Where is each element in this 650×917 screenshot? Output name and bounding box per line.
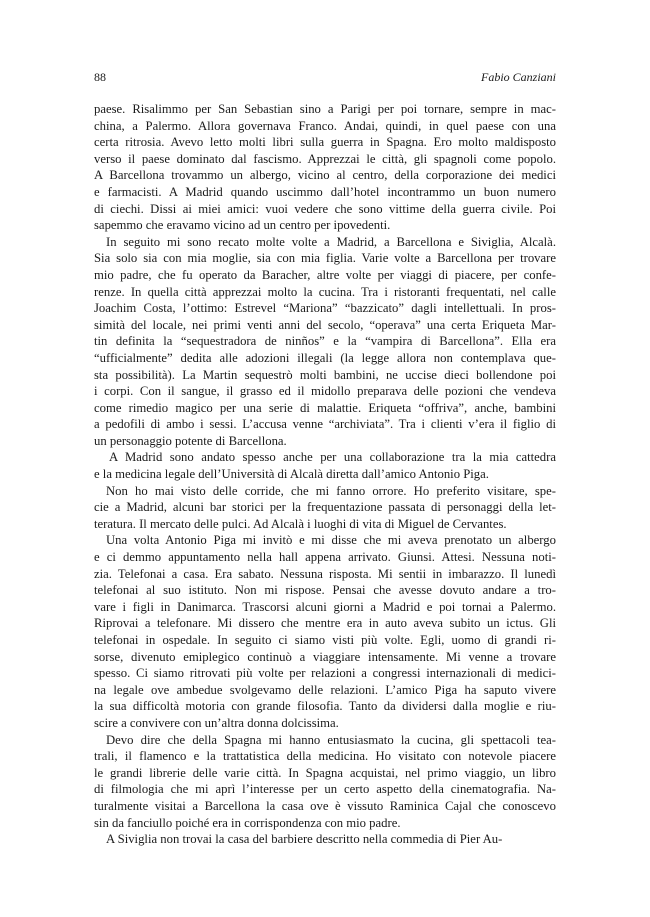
paragraph [94,732,556,832]
text-line: come rimedio magico per una serie di malattie. Eriqueta “offriva”, anche, bambini [94,400,556,415]
paragraph [94,101,556,234]
body-text [94,101,556,848]
text-line: certa ritrosia. Avevo letto molti libri sulla guerra in Spagna. Ero molto maldisposto [94,135,556,150]
text-line: telefonai al suo istituto. Non mi rispose. Pensai che avesse dovuto andare a tro- [94,583,556,598]
paragraph [94,483,556,533]
text-line: Sia solo sia con mia moglie, sia con mia figlia. Varie volte a Barcellona per trovare [94,251,556,266]
paragraph [94,449,556,482]
text-line: zia. Telefonai a casa. Era sabato. Nessuna risposta. Mi sentii in imbarazzo. Il lunedì [94,566,556,581]
text-line: turalmente visitai a Barcellona la casa ove è vissuto Raminica Cajal che conoscevo [94,798,556,813]
paragraph [94,831,556,848]
text-line: china, a Palermo. Allora governava Franco. Andai, quindi, in quel paese con una [94,118,556,133]
text-line: i corpi. Con il sangue, il grasso ed il midollo preparava delle pozioni che vendeva [94,384,556,399]
text-line: Devo dire che della Spagna mi hanno entusiasmato la cucina, gli spettacoli tea- [106,732,556,747]
text-line: Riprovai a telefonare. Mi dissero che mentre era in auto aveva subito un ictus. Gli [94,616,556,631]
text-line: simità del locale, nei primi venti anni del secolo, “operava” una certa Eriqueta Mar- [94,317,556,332]
text-line: In seguito mi sono recato molte volte a Madrid, a Barcellona e Siviglia, Alcalà. [106,234,556,249]
text-line: le grandi librerie delle varie città. In Spagna acquistai, nel primo viaggio, un libro [94,765,556,780]
text-line: Una volta Antonio Piga mi invitò e mi disse che mi aveva prenotato un albergo [106,533,556,548]
text-line: la sua difficoltà motoria con grande filosofia. Tanto da dividersi dalla moglie e riu- [94,699,556,714]
text-line: spesso. Ci siamo ritrovati più volte per relazioni a congressi internazionali di medici- [94,666,556,681]
text-line: mio padre, che fu operato da Baracher, altre volte per viaggi di piacere, per confe- [94,267,556,282]
text-line: A Siviglia non trovai la casa del barbiere descritto nella commedia di Pier Au- [106,832,503,847]
text-line: e farmacisti. A Madrid quando uscimmo dall’hotel incontrammo un buon numero [94,184,556,199]
text-line: A Madrid sono andato spesso anche per una collaborazione tra la mia cattedra [109,450,556,465]
text-line: paese. Risalimmo per San Sebastian sino a Parigi per poi tornare, sempre in mac- [94,102,556,116]
text-line: scire a convivere con un’altra donna dolcissima. [94,715,339,730]
text-line: e ci demmo appuntamento nella hall appena arrivato. Giunsi. Attesi. Nessuna noti- [94,550,556,565]
text-line: sapemmo che eravamo vicino ad un centro per ipovedenti. [94,218,391,233]
text-line: telefonai in ospedale. In seguito ci siamo visti più volte. Egli, uomo di grandi ri- [94,633,556,647]
text-line: sorse, divenuto emiplegico continuò a viaggiare intensamente. Mi venne a trovare [94,649,556,664]
text-line: di filmologia che mi aprì l’interesse per un certo aspetto della cinematografia. Na- [94,782,556,797]
text-line: teratura. Il mercato delle pulci. Ad Alcalà i luoghi di vita di Miguel de Cervantes. [94,516,507,531]
text-line: na legale ove ambedue svolgevamo delle relazioni. L’amico Piga ha saputo vivere [94,682,556,697]
text-line: Joachim Costa, l’ottimo: Estrevel “Mariona” “bazzicato” dagli intellettuali. In pros- [94,301,556,316]
text-line: cie a Madrid, alcuni bar storici per la frequentazione passata di personaggi della let- [94,500,556,515]
text-line: Non ho mai visto delle corride, che mi fanno orrore. Ho preferito visitare, spe- [106,483,556,498]
text-line: di ciechi. Dissi ai miei amici: vuoi vedere che sono vittime della guerra civile. Poi [94,201,556,216]
text-line: un personaggio potente di Barcellona. [94,433,287,448]
paragraph [94,532,556,731]
text-line: sin da fanciullo poiché era in corrispondenza con mio padre. [94,815,401,830]
text-line: tin definita la “sequestradora de ninños” e la “vampira di Barcellona”. Ella era [94,334,556,349]
text-line: sta possibilità). La Martin sequestrò molti bambini, ne uccise dieci bollendone poi [94,367,556,382]
text-line: “ufficialmente” dedita alle adozioni illegali (la legge allora non contemplava que- [94,350,556,365]
text-line: a pedofili di ambo i sessi. L’accusa venne “archiviata”. Tra i clienti v’era il figlio di [94,417,556,432]
text-line: trali, il flamenco e la trattatistica della medicina. Ho visitato con notevole piacere [94,749,556,764]
paragraph [94,234,556,450]
text-line: A Barcellona trovammo un albergo, vicino al centro, della corporazione dei medici [94,168,556,183]
text-line: verso il paese dominato dal fascismo. Apprezzai le città, gli spagnoli come popolo. [94,151,556,166]
text-line: vare i figli in Danimarca. Trascorsi alcuni giorni a Madrid e poi tornai a Palermo. [94,599,556,614]
page-number: 88 [94,70,106,84]
text-line: renze. In quella città apprezzai molto la cucina. Tra i ristoranti frequentati, nel calle [94,284,556,299]
running-head-author: Fabio Canziani [480,70,556,84]
text-line: e la medicina legale dell’Università di Alcalà diretta dall’amico Antonio Piga. [94,467,489,482]
